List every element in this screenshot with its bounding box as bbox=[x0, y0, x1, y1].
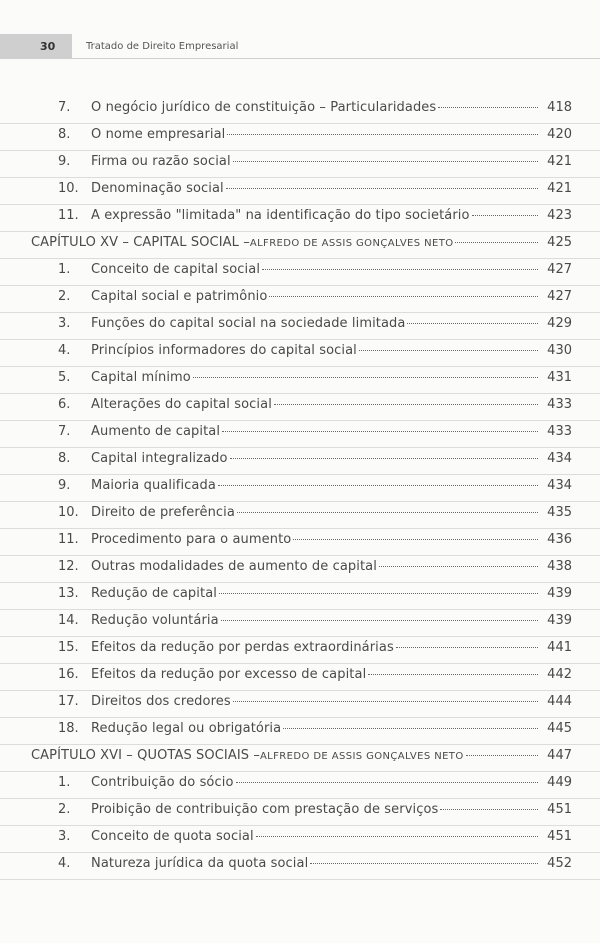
toc-entry-title: Alterações do capital social bbox=[91, 397, 272, 412]
toc-entry-number: 4. bbox=[58, 343, 71, 358]
toc-entry-line bbox=[58, 397, 540, 412]
toc-entry-number: 8. bbox=[58, 451, 71, 466]
toc-entry-line bbox=[58, 451, 540, 466]
toc-page-number: 431 bbox=[547, 370, 572, 385]
toc-entry-row bbox=[0, 664, 600, 691]
toc-page-number: 439 bbox=[547, 613, 572, 628]
toc-entry-title: Redução de capital bbox=[91, 586, 217, 601]
toc-entry-number: 11. bbox=[58, 208, 79, 223]
toc-entry-title: A expressão "limitada" na identificação do tipo societário bbox=[91, 208, 470, 223]
dot-leader bbox=[310, 863, 538, 864]
toc-entry-title: O negócio jurídico de constituição – Particularidades bbox=[91, 100, 437, 115]
toc-page-number: 452 bbox=[547, 856, 572, 871]
toc-entry-title: Efeitos da redução por perdas extraordinárias bbox=[91, 640, 394, 655]
toc-entry-line bbox=[58, 154, 540, 169]
dot-leader bbox=[379, 566, 538, 567]
toc-entry-number: 3. bbox=[58, 316, 71, 331]
toc-entry-line bbox=[58, 640, 540, 655]
toc-chapter-author: ALFREDO DE ASSIS GONÇALVES NETO bbox=[259, 751, 464, 762]
toc-page-number: 447 bbox=[547, 748, 572, 763]
dot-leader bbox=[230, 458, 538, 459]
toc-page-number: 427 bbox=[547, 262, 572, 277]
dot-leader bbox=[256, 836, 538, 837]
toc-entry-row bbox=[0, 151, 600, 178]
toc-entry-row bbox=[0, 772, 600, 799]
toc-page-number: 425 bbox=[547, 235, 572, 250]
toc-entry-line bbox=[58, 586, 540, 601]
dot-leader bbox=[407, 323, 538, 324]
toc-entry-title: Capital integralizado bbox=[91, 451, 228, 466]
toc-entry-number: 7. bbox=[58, 424, 71, 439]
dot-leader bbox=[227, 134, 538, 135]
dot-leader bbox=[237, 512, 538, 513]
toc-page-number: 435 bbox=[547, 505, 572, 520]
toc-entry-title: Redução voluntária bbox=[91, 613, 219, 628]
dot-leader bbox=[269, 296, 538, 297]
toc-page-number: 433 bbox=[547, 424, 572, 439]
toc-entry-title: Direitos dos credores bbox=[91, 694, 231, 709]
dot-leader bbox=[368, 674, 538, 675]
toc-page-number: 423 bbox=[547, 208, 572, 223]
toc-entry-number: 9. bbox=[58, 478, 71, 493]
toc-entry-number: 13. bbox=[58, 586, 79, 601]
toc-entry-line bbox=[58, 316, 540, 331]
toc-entry-row bbox=[0, 556, 600, 583]
toc-entry-number: 3. bbox=[58, 829, 71, 844]
toc-entry-line bbox=[58, 667, 540, 682]
toc-entry-row bbox=[0, 502, 600, 529]
toc-entry-line bbox=[58, 262, 540, 277]
toc-entry-row bbox=[0, 637, 600, 664]
toc-chapter-title: CAPÍTULO XVI – QUOTAS SOCIAIS – bbox=[31, 748, 260, 763]
toc-chapter-author: ALFREDO DE ASSIS GONÇALVES NETO bbox=[249, 238, 454, 249]
toc-chapter-row bbox=[0, 745, 600, 772]
dot-leader bbox=[233, 161, 538, 162]
toc-entry-title: Princípios informadores do capital social bbox=[91, 343, 357, 358]
dot-leader bbox=[219, 593, 538, 594]
toc-entry-line bbox=[31, 748, 540, 763]
toc-entry-row bbox=[0, 610, 600, 637]
toc-page-number: 444 bbox=[547, 694, 572, 709]
toc-entry-line bbox=[58, 289, 540, 304]
toc-entry-title: Conceito de quota social bbox=[91, 829, 254, 844]
dot-leader bbox=[440, 809, 538, 810]
toc-entry-line bbox=[58, 532, 540, 547]
dot-leader bbox=[466, 755, 538, 756]
toc-entry-number: 10. bbox=[58, 505, 79, 520]
toc-entry-line bbox=[58, 181, 540, 196]
toc-entry-line bbox=[58, 802, 540, 817]
toc-entry-title: Redução legal ou obrigatória bbox=[91, 721, 282, 736]
toc-page-number: 442 bbox=[547, 667, 572, 682]
toc-entry-number: 11. bbox=[58, 532, 79, 547]
toc-entry-title: Maioria qualificada bbox=[91, 478, 216, 493]
toc-page-number: 439 bbox=[547, 586, 572, 601]
toc-page-number: 434 bbox=[547, 451, 572, 466]
toc-entry-row bbox=[0, 691, 600, 718]
dot-leader bbox=[233, 701, 538, 702]
toc-page-number: 418 bbox=[547, 100, 572, 115]
toc-page-number: 420 bbox=[547, 127, 572, 142]
toc-page-number: 427 bbox=[547, 289, 572, 304]
toc-page-number: 421 bbox=[547, 181, 572, 196]
toc-entry-line bbox=[58, 721, 540, 736]
toc-entry-line bbox=[58, 100, 540, 115]
dot-leader bbox=[226, 188, 538, 189]
page-number-band bbox=[0, 34, 72, 58]
toc-entry-title: Efeitos da redução por excesso de capital bbox=[91, 667, 367, 682]
toc-page-number: 434 bbox=[547, 478, 572, 493]
toc-entry-title: O nome empresarial bbox=[91, 127, 226, 142]
toc-entry-number: 1. bbox=[58, 775, 71, 790]
toc-entry-line bbox=[58, 208, 540, 223]
toc-entry-line bbox=[58, 343, 540, 358]
toc-entry-number: 9. bbox=[58, 154, 71, 169]
toc-page-number: 421 bbox=[547, 154, 572, 169]
toc-entry-title: Contribuição do sócio bbox=[91, 775, 234, 790]
toc-entry-row bbox=[0, 448, 600, 475]
toc-page-number: 436 bbox=[547, 532, 572, 547]
toc-entry-number: 17. bbox=[58, 694, 79, 709]
dot-leader bbox=[283, 728, 538, 729]
toc-entry-line bbox=[58, 478, 540, 493]
dot-leader bbox=[274, 404, 538, 405]
toc-entry-title: Aumento de capital bbox=[91, 424, 221, 439]
toc-page-number: 438 bbox=[547, 559, 572, 574]
toc-page-number: 429 bbox=[547, 316, 572, 331]
dot-leader bbox=[396, 647, 538, 648]
toc-entry-line bbox=[58, 424, 540, 439]
toc-entry-title: Conceito de capital social bbox=[91, 262, 261, 277]
toc-entry-row bbox=[0, 799, 600, 826]
toc-chapter-title: CAPÍTULO XV – CAPITAL SOCIAL – bbox=[31, 235, 250, 250]
toc-entry-title: Procedimento para o aumento bbox=[91, 532, 292, 547]
dot-leader bbox=[293, 539, 538, 540]
toc-entry-row bbox=[0, 475, 600, 502]
toc-entry-row bbox=[0, 718, 600, 745]
toc-entry-number: 14. bbox=[58, 613, 79, 628]
toc-entry-title: Proibição de contribuição com prestação de serviços bbox=[91, 802, 439, 817]
dot-leader bbox=[438, 107, 538, 108]
toc-entry-title: Firma ou razão social bbox=[91, 154, 231, 169]
toc-entry-number: 18. bbox=[58, 721, 79, 736]
toc-entry-line bbox=[58, 127, 540, 142]
toc-entry-row bbox=[0, 583, 600, 610]
toc-page-number: 449 bbox=[547, 775, 572, 790]
toc-page-number: 445 bbox=[547, 721, 572, 736]
toc-entry-title: Denominação social bbox=[91, 181, 224, 196]
toc-entry-number: 7. bbox=[58, 100, 71, 115]
toc-entry-number: 4. bbox=[58, 856, 71, 871]
toc-entry-title: Direito de preferência bbox=[91, 505, 235, 520]
dot-leader bbox=[359, 350, 538, 351]
toc-entry-number: 8. bbox=[58, 127, 71, 142]
toc-entry-row bbox=[0, 313, 600, 340]
toc-entry-line bbox=[58, 775, 540, 790]
dot-leader bbox=[221, 620, 538, 621]
toc-entry-row bbox=[0, 178, 600, 205]
toc-entry-line bbox=[58, 505, 540, 520]
dot-leader bbox=[455, 242, 538, 243]
toc-page-number: 430 bbox=[547, 343, 572, 358]
toc-entry-line bbox=[58, 829, 540, 844]
toc-entry-line bbox=[58, 694, 540, 709]
dot-leader bbox=[193, 377, 538, 378]
toc-chapter-row bbox=[0, 232, 600, 259]
toc-page-number: 451 bbox=[547, 802, 572, 817]
table-of-contents bbox=[0, 97, 600, 880]
toc-page-number: 441 bbox=[547, 640, 572, 655]
toc-entry-line bbox=[58, 559, 540, 574]
toc-entry-number: 16. bbox=[58, 667, 79, 682]
toc-entry-row bbox=[0, 826, 600, 853]
toc-entry-title: Capital social e patrimônio bbox=[91, 289, 268, 304]
toc-entry-number: 10. bbox=[58, 181, 79, 196]
toc-entry-number: 2. bbox=[58, 802, 71, 817]
dot-leader bbox=[472, 215, 538, 216]
toc-entry-row bbox=[0, 259, 600, 286]
toc-entry-title: Capital mínimo bbox=[91, 370, 191, 385]
toc-entry-line bbox=[31, 235, 540, 250]
toc-page-number: 451 bbox=[547, 829, 572, 844]
toc-entry-row bbox=[0, 124, 600, 151]
toc-entry-row bbox=[0, 421, 600, 448]
dot-leader bbox=[236, 782, 538, 783]
toc-entry-title: Natureza jurídica da quota social bbox=[91, 856, 309, 871]
toc-entry-line bbox=[58, 370, 540, 385]
toc-entry-line bbox=[58, 856, 540, 871]
toc-entry-line bbox=[58, 613, 540, 628]
dot-leader bbox=[222, 431, 538, 432]
toc-entry-number: 15. bbox=[58, 640, 79, 655]
toc-entry-row bbox=[0, 394, 600, 421]
page-header bbox=[0, 34, 600, 59]
toc-entry-title: Funções do capital social na sociedade limitada bbox=[91, 316, 406, 331]
toc-entry-row bbox=[0, 286, 600, 313]
toc-entry-number: 6. bbox=[58, 397, 71, 412]
running-title: Tratado de Direito Empresarial bbox=[86, 41, 239, 52]
toc-entry-row bbox=[0, 97, 600, 124]
toc-entry-row bbox=[0, 853, 600, 880]
toc-entry-row bbox=[0, 529, 600, 556]
page-number: 30 bbox=[40, 40, 56, 53]
toc-entry-number: 5. bbox=[58, 370, 71, 385]
toc-entry-title: Outras modalidades de aumento de capital bbox=[91, 559, 377, 574]
toc-entry-number: 12. bbox=[58, 559, 79, 574]
toc-page-number: 433 bbox=[547, 397, 572, 412]
toc-entry-row bbox=[0, 367, 600, 394]
dot-leader bbox=[262, 269, 538, 270]
toc-entry-number: 1. bbox=[58, 262, 71, 277]
toc-entry-row bbox=[0, 340, 600, 367]
toc-entry-number: 2. bbox=[58, 289, 71, 304]
dot-leader bbox=[218, 485, 538, 486]
toc-entry-row bbox=[0, 205, 600, 232]
